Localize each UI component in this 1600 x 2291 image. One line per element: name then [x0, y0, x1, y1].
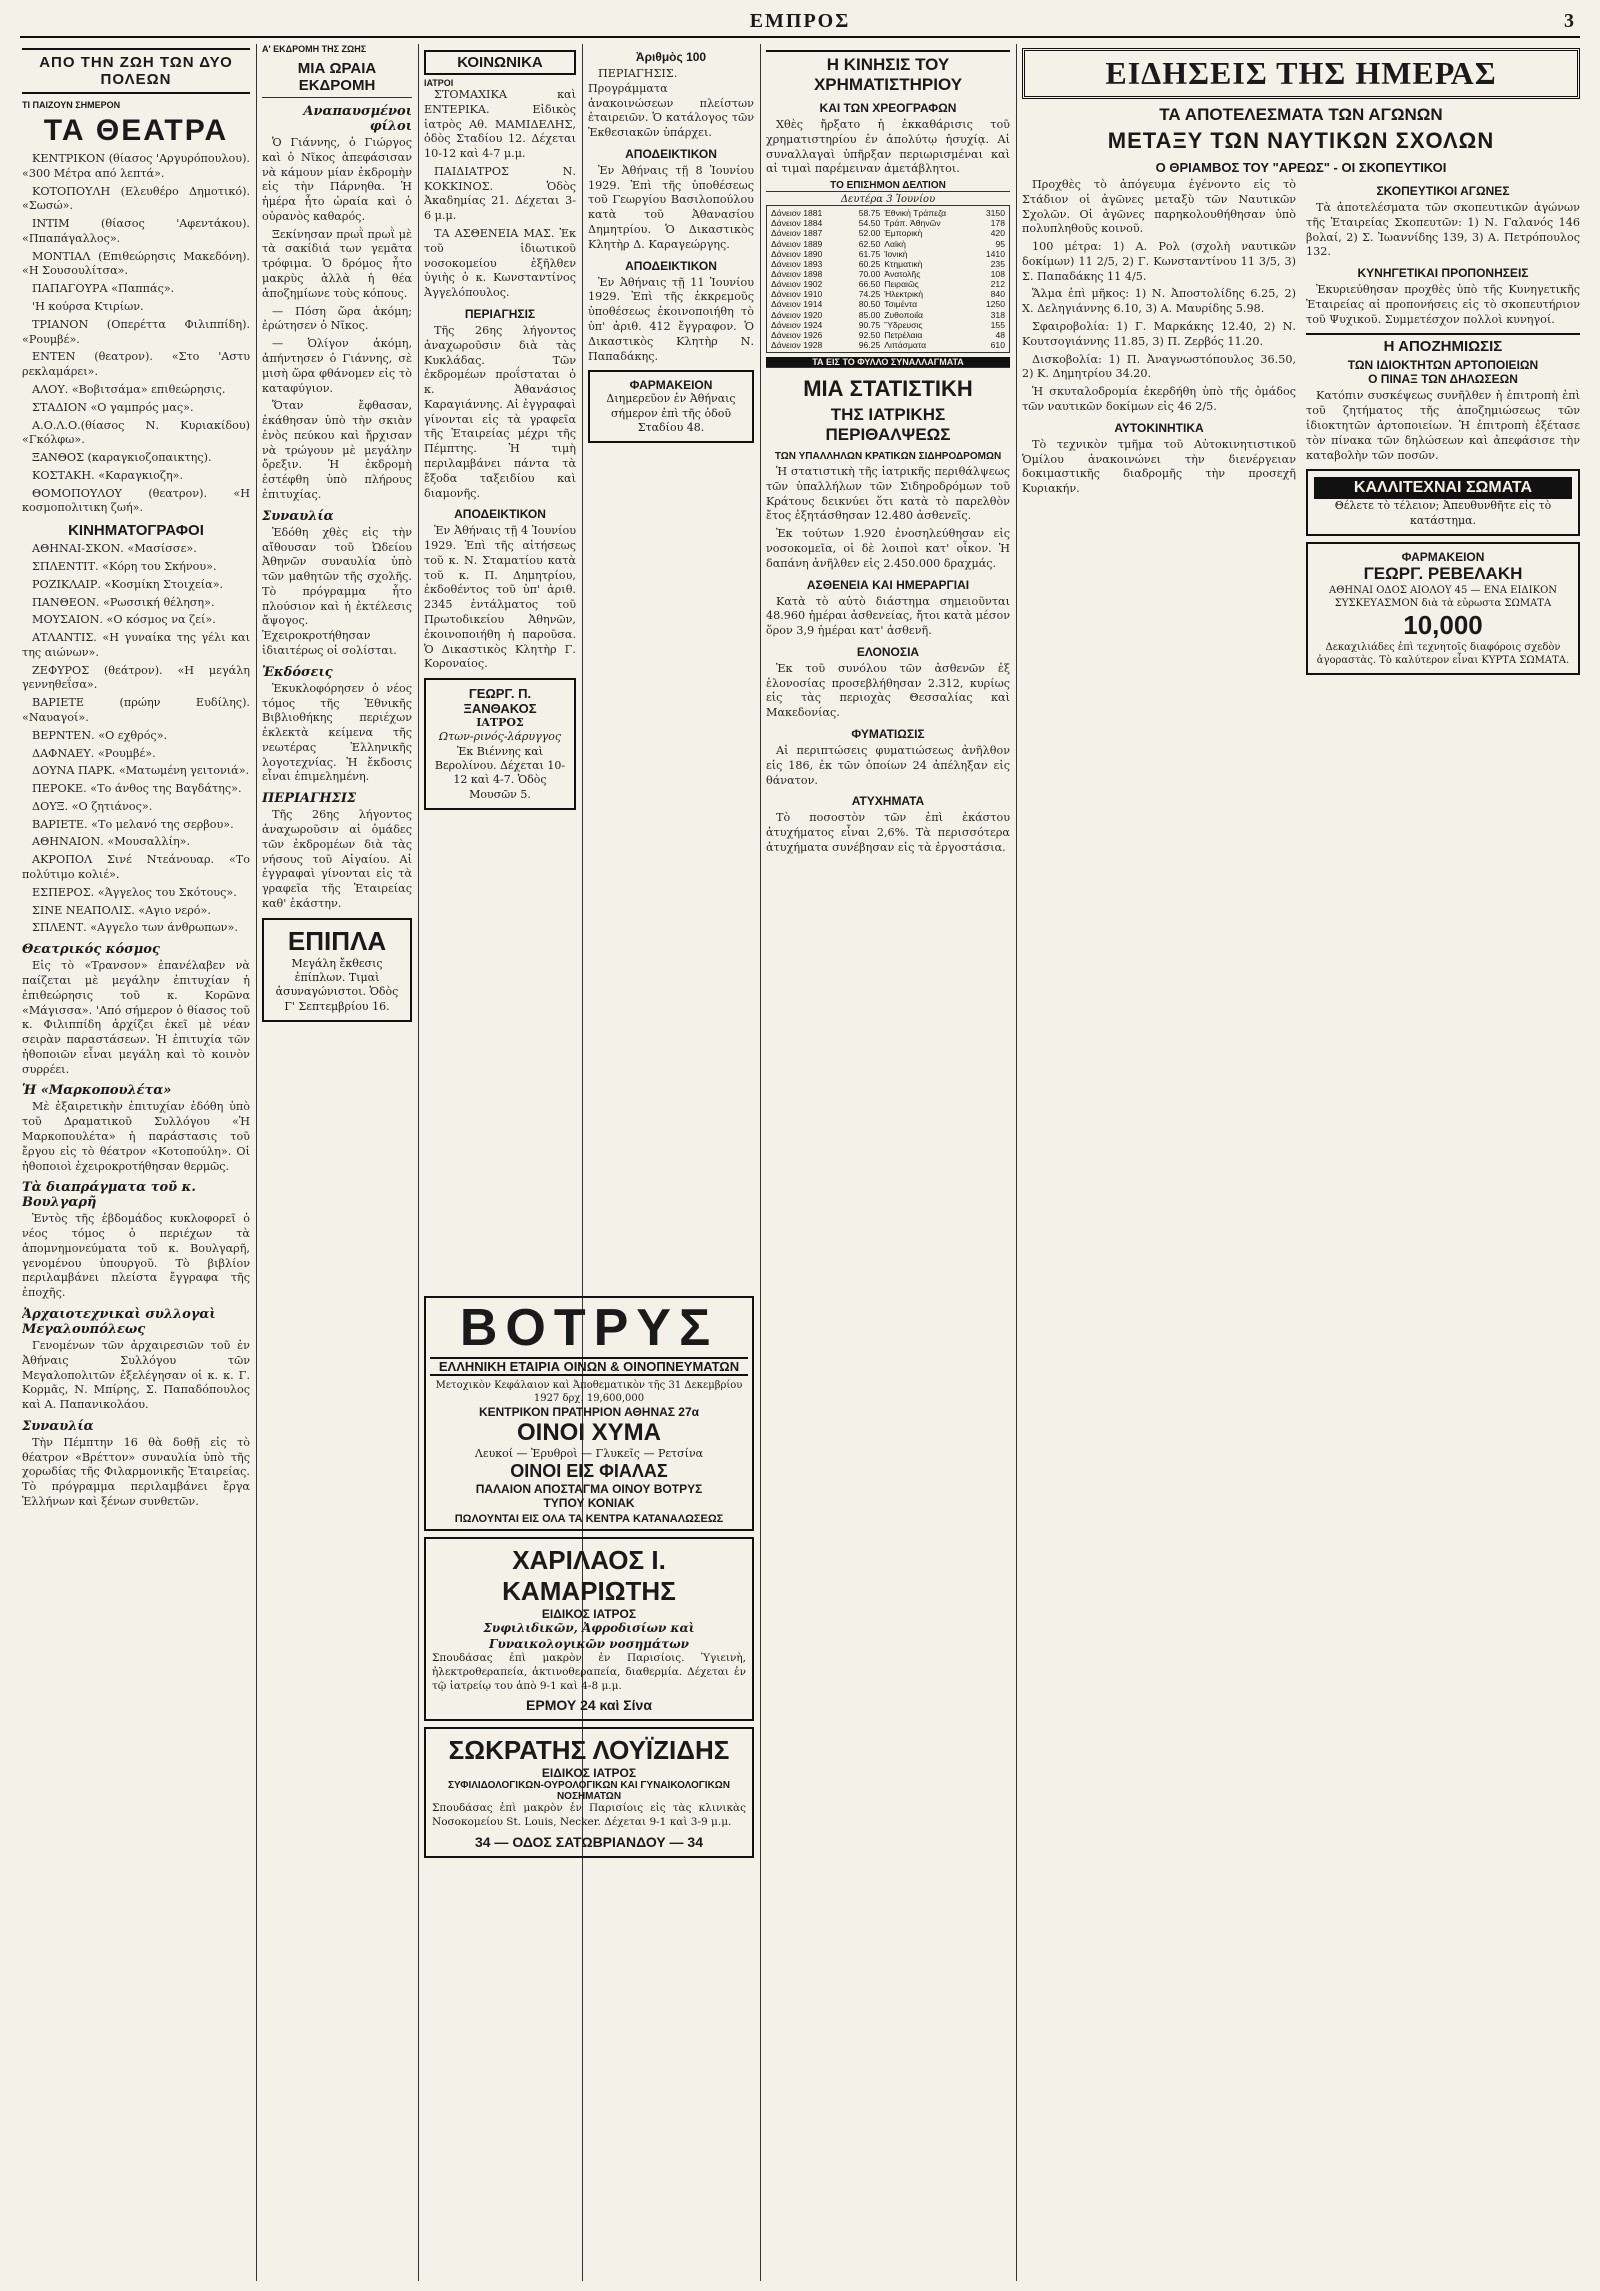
- auto-text: Τὸ τεχνικὸν τμῆμα τοῦ Αὐτοκινητιστικοῦ Ὁμίλου ἀνακοινώνει τὴν διενέργειαν δοκιμαστικῆς διαδρομῆς τὴν προσεχῆ Κυριακήν.: [1022, 437, 1296, 496]
- table-row: [769, 340, 1007, 350]
- ad-subtitle: ΕΛΛΗΝΙΚΗ ΕΤΑΙΡΙΑ ΟΙΝΩΝ & ΟΙΝΟΠΝΕΥΜΑΤΩΝ: [430, 1357, 748, 1376]
- paper-name: ΕΜΠΡΟΣ: [749, 10, 851, 32]
- results-body: [1022, 178, 1296, 415]
- theatre-listing: Α.Ο.Λ.Ο.(θίασος Ν. Κυριακίδου) «Γκόλφω».: [22, 418, 250, 447]
- story-heading: Ἐκδόσεις: [262, 664, 333, 680]
- table-cell: Δάνειον 1928: [771, 339, 823, 350]
- story-text: Ἐντὸς τῆς ἑβδομάδος κυκλοφορεῖ ὁ νέος τόμος ὁ περιέχων τὰ ἀπομνημονεύματα τοῦ κ. Βουλγαρῆ, γενομένου ὑπουργοῦ. Τὸ βιβλίον περιλαμβάνει πλείστα ἔγγραφα τῆς ἐποχῆς.: [22, 1212, 250, 1300]
- results-subheading: ΜΕΤΑΞΥ ΤΩΝ ΝΑΥΤΙΚΩΝ ΣΧΟΛΩΝ: [1107, 128, 1495, 153]
- article-subhead: Αναπαυσμένοι φίλοι: [303, 104, 412, 134]
- cinema-listing: ΖΕΦΥΡΟΣ (θεάτρον). «Η μεγάλη γεννηθεΐσα».: [22, 663, 250, 692]
- ad-text: Μεγάλη ἔκθεσις ἐπίπλων. Τιμαὶ ἀσυναγώνιστοι. Ὁδὸς Γ' Σεπτεμβρίου 16.: [275, 956, 399, 1013]
- table-cell: Δάνειον 1926: [771, 329, 823, 340]
- table-row: [769, 320, 1007, 330]
- cinema-listing: ΣΠΛΕΝΤ. «Αγγελο των άνθρωπων».: [32, 921, 238, 935]
- table-cell: 70.00: [858, 268, 881, 279]
- table-cell: Ἐμπορικὴ: [884, 228, 923, 239]
- story-heading: Τὰ διαπράγματα τοῦ κ. Βουλγαρῆ: [22, 1180, 196, 1211]
- table-cell: Ζυθοποιΐα: [884, 309, 923, 320]
- table-cell: Τσιμέντα: [884, 299, 918, 310]
- notice-text: Ἐν Ἀθήναις τῇ 11 Ἰουνίου 1929. Ἐπὶ τῆς ἐκκρεμοῦς ὑποθέσεως ἐκοινοποιήθη τὸ ὑπ' ἀριθ. 412 ἔγγραφον. Ὁ Δικαστικὸς Κλητὴρ Ν. Παπαδάκης.: [588, 275, 754, 363]
- cinema-listing: ΔΟΥΝΑ ΠΑΡΚ. «Ματωμένη γειτονιά».: [32, 764, 250, 778]
- statistics-body: [766, 465, 1010, 571]
- kallitexnai-ad: [1306, 469, 1580, 536]
- article-paragraph: — Πόση ὥρα ἀκόμη; ἐρώτησεν ὁ Νῖκος.: [262, 304, 412, 333]
- column-news: [1022, 44, 1580, 2281]
- cinema-listing: ΔΟΥΞ. «Ο ζητιάνος».: [32, 799, 153, 813]
- column-theatres: [22, 44, 250, 2281]
- page-number: 3: [1564, 10, 1574, 32]
- cinema-listing: ΠΑΝΘΕΟΝ. «Ρωσσική θέληση».: [32, 595, 215, 609]
- story-text: Εἰς τὸ «Τρανσον» ἐπανέλαβεν νὰ παίζεται μὲ μεγάλην ἐπιτυχίαν ἡ ἐπιθεώρησις τοῦ κ. Κορῶνα «Μάγισσα». 'Από σήμερον ὁ θίασος τοῦ κ. Φιλιππίδη ἀρχίζει ἐκεῖ μὲ νέαν σειρὰν παραστάσεων. Ἡ ἐπιτυχία τῶν ἠθοποιῶν εἶναι μεγάλη καὶ τὸ κοινὸν συρρέει.: [22, 959, 250, 1076]
- ad-specialty: Συφιλιδικῶν, Ἀφροδισίων καὶ Γυναικολογικῶν νοσημάτων: [483, 1621, 695, 1651]
- periagisis-text: Τῆς 26ης λήγοντος ἀναχωροῦσιν διὰ τὰς Κυκλάδας. Τῶν ἐκδρομέων προΐσταται ὁ κ. Ἀθανάσιος Καραγιάννης. Αἱ ἐγγραφαὶ γίνονται εἰς τὰ γραφεῖα τῆς Ἑταιρείας μέχρι τῆς Πέμπτης. Ἡ τιμὴ περιλαμβάνει πάντα τὰ ἔξοδα ταξειδίου καὶ διαμονῆς.: [424, 323, 576, 500]
- ad-text: Διημερεῦον ἐν Ἀθήναις σήμερον ἐπὶ τῆς ὁδοῦ Σταδίου 48.: [606, 392, 736, 434]
- subsection-text: Τὸ ποσοστὸν τῶν ἐπὶ ἐκάστου ἀτυχήματος εἶναι 2,6%. Τὰ περισσότερα ἀτυχήματα συνέβησαν εἰς τὰ ἐργοστάσια.: [766, 811, 1010, 854]
- ad-specialty: Ωτων-ρινός-λάρυγγος: [438, 730, 562, 744]
- kamariotis-ad: [424, 1537, 754, 1721]
- exchange-heading: Η ΚΙΝΗΣΙΣ ΤΟΥ ΧΡΗΜΑΤΙΣΤΗΡΙΟΥ: [766, 50, 1010, 95]
- ad-line: ΟΙΝΟΙ ΧΥΜΑ: [516, 1419, 661, 1446]
- table-cell: 92.50: [858, 329, 881, 340]
- social-heading: ΚΟΙΝΩΝΙΚΑ: [424, 50, 576, 75]
- table-cell: 420: [990, 228, 1005, 239]
- table-row: [769, 218, 1007, 228]
- shooting-heading: ΣΚΟΠΕΥΤΙΚΟΙ ΑΓΩΝΕΣ: [1376, 184, 1510, 198]
- ad-name: ΓΕΩΡΓ. ΡΕΒΕΛΑΚΗ: [1363, 563, 1523, 583]
- table-row: [769, 269, 1007, 279]
- cinema-listing: ΣΙΝΕ ΝΕΑΠΟΛΙΣ. «Αγιο νερό».: [32, 903, 211, 917]
- subsection-text: Ἐκ τοῦ συνόλου τῶν ἀσθενῶν ἐξ ἑλονοσίας προσεβλήθησαν 2.312, κυρίως εἰς τὰς περιοχὰς Θεσσαλίας καὶ Μακεδονίας.: [766, 661, 1010, 720]
- table-cell: Πετρέλαια: [884, 329, 923, 340]
- periagisis-heading: ΠΕΡΙΑΓΗΣΙΣ: [464, 306, 536, 321]
- theatre-listing: ΕΝΤΕΝ (θεατρον). «Στο 'Αστυ ρεκλαμάρει».: [22, 350, 250, 379]
- table-cell: 52.00: [858, 228, 881, 239]
- masthead: [20, 8, 1580, 38]
- story-heading: Ἀρχαιοτεχνικαὶ συλλογαὶ Μεγαλουπόλεως: [22, 1307, 216, 1337]
- theatre-listing: ΠΑΠΑΓΟΥΡΑ «Παππάς».: [32, 282, 175, 296]
- results-paragraph: Σφαιροβολία: 1) Γ. Μαρκάκης 12.40, 2) Ν. Κουτσογιάννης 11.85, 3) Π. Ζερβός 11.20.: [1022, 320, 1296, 348]
- cinema-listing: ΣΠΛΕΝΤΙΤ. «Κόρη του Σκήνου».: [32, 559, 217, 573]
- bulletin-table: [769, 208, 1007, 350]
- cinema-listing: ΒΕΡΝΤΕΝ. «Ο εχθρός».: [32, 728, 168, 742]
- compensation-text: Κατόπιν συσκέψεως συνῆλθεν ἡ ἐπιτροπὴ ἐπὶ τοῦ ζητήματος τῆς ἀποζημιώσεως τῶν ἰδιοκτητῶν ἀρτοποιείων. Ἡ ἐπιτροπὴ ἐξέτασε τὸν πίνακα τῶν δηλώσεων καὶ ἀπεφάσισε τὴν καταβολὴν τῶν ποσῶν.: [1306, 389, 1580, 462]
- table-cell: Κτηματικὴ: [884, 258, 923, 269]
- story-heading: Συναυλία: [262, 508, 334, 524]
- exchange-intro: Χθὲς ἤρξατο ἡ ἐκκαθάρισις τοῦ χρηματιστηρίου ἐν ἀπολύτῳ ἡσυχίᾳ. Αἱ συναλλαγαὶ ὑπῆρξαν περιωρισμέναι καὶ αἱ τιμαὶ παρέμειναν ἀμετάβλητοι.: [766, 118, 1010, 176]
- notice-heading: ΑΠΟΔΕΙΚΤΙΚΟΝ: [625, 146, 717, 161]
- table-row: [769, 228, 1007, 238]
- table-row: [769, 239, 1007, 249]
- table-cell: 66.50: [858, 279, 881, 290]
- subsection-text: Κατὰ τὸ αὐτὸ διάστημα σημειοῦνται 48.960 ἡμέραι ἀσθενείας, ἤτοι κατὰ μέσον ὅρον 3,9 ἡμέραι κατ' ἀσθενῆ.: [766, 594, 1010, 638]
- ad-title: ΦΑΡΜΑΚΕΙΟΝ: [629, 378, 713, 393]
- social-item-label: ΙΑΤΡΟΙ: [424, 78, 454, 88]
- table-row: [769, 259, 1007, 269]
- article-paragraph: — Ὀλίγον ἀκόμη, ἀπήντησεν ὁ Γιάννης, σὲ μισὴ ὥρα φθάνομεν εἰς τὸ καταφύγιον.: [262, 337, 412, 395]
- ad-title: ΕΠΙΠΛΑ: [287, 925, 387, 956]
- table-cell: Ἰονικὴ: [884, 248, 908, 259]
- bulletin-table-wrap: [766, 205, 1010, 353]
- theatre-listing: ΑΛΟΥ. «Βοβιτσάμα» επιθεώρησις.: [32, 382, 226, 396]
- notice-items: [588, 50, 754, 364]
- statistics-subheading-2: ΤΩΝ ΥΠΑΛΛΗΛΩΝ ΚΡΑΤΙΚΩΝ ΣΙΔΗΡΟΔΡΟΜΩΝ: [774, 451, 1002, 463]
- ad-title: ΓΕΩΡΓ. Π. ΞΑΝΘΑΚΟΣ: [463, 686, 537, 717]
- column-stock-exchange: [766, 44, 1010, 2281]
- pharmacy-notice: [588, 370, 754, 443]
- theatre-listing: 'Η κούρσα Κτιρίων.: [32, 300, 144, 314]
- table-cell: Δάνειον 1889: [771, 238, 823, 249]
- table-cell: Λαϊκὴ: [884, 238, 906, 249]
- cinema-listing: ΑΤΛΑΝΤΙΣ. «Η γυναίκα της γέλι και της αιώνων».: [22, 631, 250, 659]
- bulletin-title: ΤΟ ΕΠΙΣΗΜΟΝ ΔΕΛΤΙΟΝ: [766, 180, 1010, 192]
- section-banner: ΑΠΟ ΤΗΝ ΖΩΗ ΤΩΝ ΔΥΟ ΠΟΛΕΩΝ: [22, 48, 250, 94]
- theatres-heading: ΤΑ ΘΕΑΤΡΑ: [43, 114, 229, 147]
- story-text: Ἐδόθη χθὲς εἰς τὴν αἴθουσαν τοῦ Ὠδείου Ἀθηνῶν συναυλία ὑπὸ τῶν μαθητῶν τῆς σχολῆς. Τὸ πρόγραμμα ἦτο πλούσιον καὶ ἡ ἐκτέλεσις ἄψογος. Ἐχειροκροτήθησαν ἰδιαιτέρως οἱ σολίσται.: [262, 525, 412, 657]
- table-cell: 212: [990, 279, 1005, 290]
- bulletin-date: Δευτέρα 3 Ἰουνίου: [840, 194, 936, 206]
- cinema-listing: ΡΟΖΙΚΛΑΙΡ. «Κοσμίκη Στοιχεία».: [32, 577, 224, 591]
- table-cell: 108: [990, 268, 1005, 279]
- cinema-listing: ΑΚΡΟΠΟΛ Σινέ Ντεάνουαρ. «Το πολύτιμο κολιέ».: [22, 853, 250, 882]
- theatre-listing: ΙΝΤΙΜ (θίασος 'Αφεντάκου). «Ππαπάγαλλος».: [22, 217, 250, 245]
- furniture-ad: [262, 918, 412, 1022]
- table-cell: 178: [990, 218, 1005, 229]
- notice-text: Ἐν Ἀθήναις τῇ 8 Ἰουνίου 1929. Ἐπὶ τῆς ὑποθέσεως τοῦ Γεωργίου Βασιλοπούλου κατὰ τοῦ Ἀθανασίου Δημητρίου. Ὁ Δικαστικὸς Κλητὴρ Δ. Καραγεώργης.: [588, 163, 754, 251]
- table-cell: Ἐθνικὴ Τράπεζα: [884, 208, 947, 219]
- results-paragraph: Προχθὲς τὸ ἀπόγευμα ἐγένοντο εἰς τὸ Στάδιον οἱ ἀγῶνες μεταξὺ τῶν Ναυτικῶν Σχολῶν. Οἱ ἀγῶνες παρηκολουθήθησαν ὑπὸ πολυπληθοῦς κοινοῦ.: [1022, 178, 1296, 236]
- table-cell: 90.75: [858, 319, 881, 330]
- table-cell: Λιπάσματα: [884, 339, 927, 350]
- table-cell: 1410: [985, 248, 1005, 259]
- ad-text: Σπουδάσας ἐπὶ μακρὸν ἐν Παρισίοις. Ὑγιεινὴ, ἠλεκτροθεραπεία, ἀκτινοθεραπεία, διαθερμία. Δέχεται ἐν τῷ ἰατρείῳ του ἀπὸ 9-1 καὶ 4-8 μ.μ.: [432, 1652, 746, 1692]
- shooting-text: Τὰ ἀποτελέσματα τῶν σκοπευτικῶν ἀγώνων τῆς Ἑταιρείας Σκοπευτῶν: 1) Ν. Γαλανός 146 βολαί, 2) Σ. Ἰωαννίδης 139, 3) Α. Πετρόπουλος 132.: [1306, 201, 1580, 259]
- compensation-subheading: ΤΩΝ ΙΔΙΟΚΤΗΤΩΝ ΑΡΤΟΠΟΙΕΙΩΝ: [1347, 358, 1539, 373]
- theatre-listing: ΜΟΝΤΙΑΛ (Επιθεώρησις Μακεδόνη). «Η Σουσουλίτσα».: [22, 249, 250, 278]
- column-social: [424, 44, 576, 1281]
- results-subheading-2: Ο ΘΡΙΑΜΒΟΣ ΤΟΥ "ΑΡΕΩΣ" - ΟΙ ΣΚΟΠΕΥΤΙΚΟΙ: [1155, 160, 1447, 175]
- ad-brand: ΒΟΤΡΥΣ: [459, 1299, 719, 1357]
- hunting-text: Ἐκυριεύθησαν προχθὲς ὑπὸ τῆς Κυνηγετικῆς Ἑταιρείας αἱ προπονήσεις εἰς τὸ σκοπευτήριον τοῦ Ψυχικοῦ. Συμμετέσχον πολλοὶ κυνηγοί.: [1306, 283, 1580, 326]
- article-body: [262, 136, 412, 503]
- cinema-listing: ΒΑΡΙΕΤΕ. «Το μελανό της σερβου».: [32, 817, 234, 831]
- article-paragraph: Ὁ Γιάννης, ὁ Γιώργος καὶ ὁ Νῖκος ἀπεφάσισαν νὰ κάμουν μίαν ἐκδρομὴν εἰς τὴν Πάρνηθα. Ἡ ἡμέρα ἦτο ὡραία καὶ ὁ οὐρανὸς καθαρός.: [262, 136, 412, 223]
- xanthakos-ad: [424, 678, 576, 810]
- theatre-listing: ΚΟΤΟΠΟΥΛΗ (Ελευθέρο Δημοτικό). «Σωσώ».: [22, 184, 250, 213]
- table-cell: Δάνειον 1902: [771, 279, 823, 290]
- section-strip: ΤΑ ΕΙΣ ΤΟ ΦΥΛΛΟ ΣΥΝΑΛΛΑΓΜΑΤΑ: [766, 357, 1010, 368]
- table-cell: 610: [990, 339, 1005, 350]
- cinema-listing: ΑΘΗΝΑΙ-ΣΚΟΝ. «Μασίσσε».: [32, 542, 197, 556]
- table-cell: 60.25: [858, 258, 881, 269]
- cinema-listing: ΒΑΡΙΕΤΕ (πρώην Ευδίλης). «Ναυαγοί».: [22, 696, 250, 724]
- social-item-text: ΣΤΟΜΑΧΙΚΑ καὶ ΕΝΤΕΡΙΚΑ. Εἰδικὸς ἰατρὸς Αθ. ΜΑΜΙΔΕΛΗΣ, ὁδὸς Σταδίου 12. Δέχεται 10-12 καὶ 4-7 μ.μ.: [424, 88, 576, 161]
- ad-text: Θέλετε τὸ τέλειον; Ἀπευθυνθῆτε εἰς τὸ κατάστημα.: [1334, 499, 1552, 527]
- cinema-listing: ΑΘΗΝΑΙΟΝ. «Μουσαλλίη».: [32, 835, 191, 849]
- table-cell: Τράπ. Ἀθηνῶν: [884, 218, 941, 229]
- theatre-listing: ΚΟΣΤΑΚΗ. «Καραγκιοζη».: [32, 468, 184, 482]
- table-cell: 3150: [985, 208, 1005, 219]
- story-heading: Συναυλία: [22, 1418, 94, 1434]
- table-cell: 95: [995, 238, 1005, 249]
- table-cell: 62.50: [858, 238, 881, 249]
- ad-address: ΕΡΜΟΥ 24 καὶ Σίνα: [526, 1697, 652, 1714]
- theatre-listing: ΚΕΝΤΡΙΚΟΝ (θίασος 'Αργυρόπουλου). «300 Μέτρα από λεπτά».: [22, 152, 250, 180]
- news-right: [1306, 178, 1580, 681]
- ad-line: ΠΩΛΟΥΝΤΑΙ ΕΙΣ ΟΛΑ ΤΑ ΚΕΝΤΡΑ ΚΑΤΑΝΑΛΩΣΕΩΣ: [454, 1513, 724, 1526]
- cinema-listing: ΜΟΥΣΑΙΟΝ. «Ο κόσμος να ζεί».: [32, 613, 216, 627]
- table-cell: Δάνειον 1910: [771, 289, 823, 300]
- ad-line: Μετοχικὸν Κεφάλαιον καὶ Ἀποθεματικὸν τῆς 31 Δεκεμβρίου 1927 δρχ. 19,600,000: [435, 1380, 743, 1404]
- table-cell: 1250: [985, 299, 1005, 310]
- story-heading: ΠΕΡΙΑΓΗΣΙΣ: [262, 791, 357, 807]
- ad-line: ΟΙΝΟΙ ΕΙΣ ΦΙΑΛΑΣ: [510, 1461, 668, 1482]
- social-item-text: ΠΑΙΔΙΑΤΡΟΣ Ν. ΚΟΚΚΙΝΟΣ. Ὁδὸς Ἀκαδημίας 21. Δέχεται 3-6 μ.μ.: [424, 164, 576, 223]
- ad-price: 10,000: [1403, 609, 1483, 640]
- results-paragraph: 100 μέτρα: 1) Α. Ρολ (σχολὴ ναυτικῶν δοκίμων) 11 2/5, 2) Γ. Κωνσταντίνου 11 3/5, 3) Σ. Παπαδάκης 11 4/5.: [1022, 240, 1296, 283]
- social-items: [424, 78, 576, 301]
- ad-name: ΣΩΚΡΑΤΗΣ ΛΟΥΪΖΙΔΗΣ: [448, 1735, 730, 1766]
- table-cell: 96.25: [858, 339, 881, 350]
- louizidis-ad: [424, 1727, 754, 1857]
- column-rule: [418, 44, 419, 2281]
- ad-address: 34 — ΟΔΟΣ ΣΑΤΩΒΡΙΑΝΔΟΥ — 34: [474, 1833, 704, 1850]
- notice-heading: Ἀριθμὸς 100: [635, 50, 707, 64]
- news-left: [1022, 178, 1296, 681]
- results-heading: ΤΑ ΑΠΟΤΕΛΕΣΜΑΤΑ ΤΩΝ ΑΓΩΝΩΝ: [1159, 105, 1443, 124]
- subsection-heading: ΦΥΜΑΤΙΩΣΙΣ: [851, 727, 925, 742]
- theatre-listing: ΞΑΝΘΟΣ (καραγκιοζοπαικτης).: [32, 451, 212, 465]
- table-cell: 61.75: [858, 248, 881, 259]
- statistics-subheading: ΤΗΣ ΙΑΤΡΙΚΗΣ ΠΕΡΙΘΑΛΨΕΩΣ: [825, 405, 951, 445]
- table-cell: 48: [995, 329, 1005, 340]
- table-row: [769, 249, 1007, 259]
- col2-stories: [262, 509, 412, 912]
- theatre-listing: ΣΤΑΔΙΟΝ «Ο γαμπρός μας».: [32, 400, 194, 414]
- table-cell: 155: [990, 319, 1005, 330]
- section-label: Α' ΕΚΔΡΟΜΗ ΤΗΣ ΖΩΗΣ: [262, 44, 367, 54]
- column-rule: [760, 44, 761, 2281]
- story-text: Μὲ ἐξαιρετικὴν ἐπιτυχίαν ἐδόθη ὑπὸ τοῦ Δραματικοῦ Συλλόγου «Ἡ Μαρκοπουλέτα» ἡ παράστασις τοῦ ἔργου εἰς τὸ θέατρον «Κοτοπούλη». Οἱ ἠθοποιοὶ ἐχειροκροτήθησαν θερμῶς.: [22, 1100, 250, 1173]
- subsection-text: Αἱ περιπτώσεις φυματιώσεως ἀνῆλθον εἰς 186, ἐκ τῶν ὁποίων 24 ἀπέληξαν εἰς θάνατον.: [766, 744, 1010, 787]
- ad-text: ΑΘΗΝΑΙ ΟΔΟΣ ΑΙΟΛΟΥ 45 — ΕΝΑ ΕΙΔΙΚΟΝ ΣΥΣΚΕΥΑΣΜΟΝ διὰ τὰ εὐρωστα ΣΩΜΑΤΑ: [1328, 584, 1558, 609]
- revelakis-ad: [1306, 542, 1580, 675]
- story-text: Τὴν Πέμπτην 16 θὰ δοθῇ εἰς τὸ θέατρον «Βρέττον» συναυλία ὑπὸ τῆς χορωδίας τῆς Φιλαρμονικῆς Ἑταιρείας. Τὸ πρόγραμμα περιλαμβάνει ἔργα Ἑλλήνων καὶ ξένων συνθετῶν.: [22, 1435, 250, 1509]
- exchange-subheading: ΚΑΙ ΤΩΝ ΧΡΕΟΓΡΑΦΩΝ: [819, 101, 957, 115]
- table-row: [769, 208, 1007, 218]
- ad-name: ΧΑΡΙΛΑΟΣ Ι. ΚΑΜΑΡΙΩΤΗΣ: [502, 1545, 676, 1607]
- table-row: [769, 310, 1007, 320]
- table-cell: 840: [990, 289, 1005, 300]
- ad-line: ΚΕΝΤΡΙΚΟΝ ΠΡΑΤΗΡΙΟΝ ΑΘΗΝΑΣ 27α: [478, 1405, 700, 1419]
- table-cell: Ὕδρευσις: [884, 319, 923, 330]
- ad-role: ΕΙΔΙΚΟΣ ΙΑΤΡΟΣ: [541, 1766, 637, 1781]
- votrys-ad: [424, 1296, 754, 1531]
- column-rule: [256, 44, 257, 2281]
- news-banner: ΕΙΔΗΣΕΙΣ ΤΗΣ ΗΜΕΡΑΣ: [1022, 48, 1580, 99]
- story-text: Ἐκυκλοφόρησεν ὁ νέος τόμος τῆς Ἐθνικῆς Βιβλιοθήκης περιέχων ἐκλεκτὰ κείμενα τῆς νεωτέρας Ἑλληνικῆς λογοτεχνίας. Ἡ ἔκδοσις εἶναι ἐπιμελημένη.: [262, 681, 412, 784]
- statistics-paragraph: Ἡ στατιστικὴ τῆς ἰατρικῆς περιθάλψεως τῶν ὑπαλλήλων τῶν Σιδηροδρόμων τοῦ Κράτους δεικνύει ὅτι κατὰ τὸ παρελθὸν ἔτος ἐξητάσθησαν 12.480 ἀσθενεῖς.: [766, 465, 1010, 523]
- article-headline: ΜΙΑ ΩΡΑΙΑ ΕΚΔΡΟΜΗ: [262, 60, 412, 98]
- results-paragraph: Ἡ σκυταλοδρομία ἐκερδήθη ὑπὸ τῆς ὁμάδος τῶν ναυτικῶν δοκίμων εἰς 46 2/5.: [1022, 385, 1296, 413]
- table-cell: Δάνειον 1924: [771, 319, 823, 330]
- ad-text: Σπουδάσας ἐπὶ μακρὸν ἐν Παρισίοις εἰς τὰς κλινικὰς Νοσοκομείου St. Louis, Necker. Δέχεται 9-1 καὶ 3-9 μ.μ.: [432, 1802, 746, 1829]
- cinema-listing: ΠΕΡΟΚΕ. «Το άνθος της Βαγδάτης».: [32, 782, 242, 796]
- compensation-heading: Η ΑΠΟΖΗΜΙΩΣΙΣ: [1306, 333, 1580, 355]
- table-cell: Δάνειον 1893: [771, 258, 823, 269]
- cinema-listing: ΕΣΠΕΡΟΣ. «Άγγελος του Σκότους».: [32, 885, 237, 899]
- table-cell: Δάνειον 1881: [771, 208, 823, 219]
- compensation-subheading-2: Ο ΠΙΝΑΞ ΤΩΝ ΔΗΛΩΣΕΩΝ: [1368, 372, 1518, 387]
- subsection-heading: ΕΛΟΝΟΣΙΑ: [856, 644, 920, 659]
- apodeiktikon-heading: ΑΠΟΔΕΙΚΤΙΚΟΝ: [454, 507, 546, 522]
- ad-specialty: ΣΥΦΙΛΙΔΟΛΟΓΙΚΩΝ-ΟΥΡΟΛΟΓΙΚΩΝ ΚΑΙ ΓΥΝΑΙΚΟΛΟΓΙΚΩΝ ΝΟΣΗΜΑΤΩΝ: [447, 1780, 731, 1803]
- table-cell: 74.25: [858, 289, 881, 300]
- theatre-listing: ΤΡΙΑΝΟΝ (Οπερέττα Φιλιππίδη). «Ρουμβέ».: [22, 317, 250, 346]
- column-notices: [588, 44, 754, 1281]
- notice-heading: ΑΠΟΔΕΙΚΤΙΚΟΝ: [625, 258, 717, 273]
- table-cell: Δάνειον 1920: [771, 309, 823, 320]
- ad-text: Ἐκ Βιέννης καὶ Βερολίνου. Δέχεται 10-12 καὶ 4-7. Ὁδὸς Μουσῶν 5.: [434, 744, 566, 801]
- ad-role: ΙΑΤΡΟΣ: [476, 716, 524, 730]
- column-excursion: [262, 44, 412, 2281]
- column-rule: [1016, 44, 1017, 2281]
- table-cell: 54.50: [858, 218, 881, 229]
- statistics-heading: ΜΙΑ ΣΤΑΤΙΣΤΙΚΗ: [803, 376, 973, 402]
- auto-heading: ΑΥΤΟΚΙΝΗΤΙΚΑ: [1114, 420, 1204, 435]
- table-cell: Ἀνατολῆς: [884, 268, 921, 279]
- ad-line: ΤΥΠΟΥ ΚΟΝΙΑΚ: [543, 1496, 635, 1511]
- social-item-text: ΤΑ ΑΣΘΕΝΕΙΑ ΜΑΣ. Ἐκ τοῦ ἰδιωτικοῦ νοσοκομείου ἐξῆλθεν ὑγιὴς ὁ κ. Κωνσταντίνος Ἀγγελόπουλος.: [424, 227, 576, 300]
- table-cell: Πειραιῶς: [884, 279, 919, 290]
- story-heading: Θεατρικός κόσμος: [22, 942, 160, 958]
- ad-role: ΕΙΔΙΚΟΣ ΙΑΤΡΟΣ: [541, 1607, 637, 1622]
- results-paragraph: Δισκοβολία: 1) Π. Ἀναγνωστόπουλος 36.50, 2) Κ. Δημητρίου 34.20.: [1022, 352, 1296, 381]
- ad-line: Λευκοί — Ἐρυθροὶ — Γλυκεῖς — Ρετσίνα: [474, 1447, 704, 1460]
- statistics-subsections: [766, 578, 1010, 856]
- hunting-heading: ΚΥΝΗΓΕΤΙΚΑΙ ΠΡΟΠΟΝΗΣΕΙΣ: [1357, 266, 1529, 281]
- subsection-heading: ΑΣΘΕΝΕΙΑ ΚΑΙ ΗΜΕΡΑΡΓΙΑΙ: [806, 577, 970, 592]
- table-row: [769, 289, 1007, 299]
- cinema-heading: ΚΙΝΗΜΑΤΟΓΡΑΦΟΙ: [68, 522, 204, 540]
- ad-text-2: Δεκαχιλιάδες ἐπὶ τεχνητοῖς διαφόροις σχεδὸν ἀγοραστὰς. Τὸ καλύτερον εἶναι ΚΥΡΤΑ ΣΩΜΑΤΑ.: [1316, 641, 1570, 666]
- ad-line: ΠΑΛΑΙΟΝ ΑΠΟΣΤΑΓΜΑ ΟΙΝΟΥ ΒΟΤΡΥΣ: [475, 1482, 703, 1497]
- table-cell: Δάνειον 1884: [771, 218, 823, 229]
- ads-block: [424, 1290, 754, 1864]
- cinema-list: [22, 542, 250, 936]
- ad-title: ΚΑΛΛΙΤΕΧΝΑΙ ΣΩΜΑΤΑ: [1314, 477, 1572, 499]
- results-paragraph: Ἅλμα ἐπὶ μῆκος: 1) Ν. Ἀποστολίδης 6.25, 2) Χ. Δεληγιάννης 6.10, 3) Α. Μαυρίδης 5.98.: [1022, 287, 1296, 316]
- ad-title: ΦΑΡΜΑΚΕΙΟΝ: [1401, 549, 1485, 564]
- table-cell: Ἡλεκτρικὴ: [884, 289, 923, 300]
- table-cell: Δάνειον 1914: [771, 299, 823, 310]
- section-label: ΤΙ ΠΑΙΖΟΥΝ ΣΗΜΕΡΟΝ: [22, 100, 121, 110]
- article-paragraph: Ὅταν ἔφθασαν, ἐκάθησαν ὑπὸ τὴν σκιὰν ἑνὸς πεύκου καὶ ἤρχισαν νὰ τρώγουν μὲ μεγάλην ὄρεξιν. Ἡ ἐκδρομὴ ἐστέφθη ὑπὸ πλήρους ἐπιτυχίας.: [262, 399, 412, 501]
- notice-text: ΠΕΡΙΑΓΗΣΙΣ. Προγράμματα ἀνακοινώσεων πλείστων ἐταιρειῶν. Ὁ κατάλογος τῶν Ἐκθεσιακῶν ὑπάρχει.: [588, 67, 754, 140]
- table-row: [769, 330, 1007, 340]
- statistics-paragraph: Ἐκ τούτων 1.920 ἐνοσηλεύθησαν εἰς νοσοκομεῖα, οἱ δὲ λοιποὶ κατ' οἶκον. Ἡ δαπάνη ἀνῆλθεν εἰς 2.450.000 δραχμάς.: [766, 527, 1010, 570]
- story-heading: Ἡ «Μαρκοπουλέτα»: [22, 1083, 172, 1099]
- table-cell: 318: [990, 309, 1005, 320]
- apodeiktikon-text: Ἐν Ἀθήναις τῇ 4 Ἰουνίου 1929. Ἐπὶ τῆς αἰτήσεως τοῦ κ. Ν. Σταματίου κατὰ τοῦ κ. Π. Δημητρίου, ἐκδοθέντος τοῦ ὑπ' ἀριθ. 2345 ἐντάλματος τοῦ Πρωτοδικείου Ἀθηνῶν, ἐκοινοποιήθη ἡ παροῦσα. Ὁ Δικαστικὸς Κλητὴρ Γ. Κοροναίος.: [424, 524, 576, 671]
- table-cell: Δάνειον 1898: [771, 268, 823, 279]
- col1-stories: [22, 942, 250, 1510]
- table-cell: Δάνειον 1887: [771, 228, 823, 239]
- table-cell: 58.75: [858, 208, 881, 219]
- column-rule: [582, 44, 583, 2281]
- theatre-list: [22, 152, 250, 516]
- news-two-columns: [1022, 178, 1580, 681]
- table-cell: 80.50: [858, 299, 881, 310]
- story-text: Γενομένων τῶν ἀρχαιρεσιῶν τοῦ ἐν Ἀθήναις Συλλόγου τῶν Μεγαλοπολιτῶν ἐξελέγησαν οἱ κ. κ. Γ. Κορμᾶς, Ν. Μπίρης, Σ. Παπαδόπουλος καὶ Α. Παπανικολάου.: [22, 1339, 250, 1412]
- table-cell: 235: [990, 258, 1005, 269]
- subsection-heading: ΑΤΥΧΗΜΑΤΑ: [851, 794, 925, 809]
- table-row: [769, 279, 1007, 289]
- story-text: Τῆς 26ης λήγοντος ἀναχωροῦσιν αἱ ὁμάδες τῶν ἐκδρομέων διὰ τὰς νήσους τοῦ Αἰγαίου. Αἱ ἐγγραφαὶ γίνονται εἰς τὰ γραφεῖα τῆς Ἑταιρείας καθ' ἑκάστην.: [262, 808, 412, 910]
- article-paragraph: Ξεκίνησαν πρωῒ πρωῒ μὲ τὰ σακίδιά των γεμᾶτα τρόφιμα. Ὁ δρόμος ἦτο μακρὺς ἀλλὰ ἡ θέα ἀποζημίωνε τοὺς κόπους.: [262, 227, 412, 300]
- table-cell: Δάνειον 1890: [771, 248, 823, 259]
- cinema-listing: ΔΑΦΝΑΕΥ. «Ρουμβέ».: [32, 746, 156, 760]
- table-row: [769, 299, 1007, 309]
- theatre-listing: ΘΟΜΟΠΟΥΛΟΥ (θεατρον). «Η κοσμοπολιτικη ζωή».: [22, 486, 250, 515]
- table-cell: 85.00: [858, 309, 881, 320]
